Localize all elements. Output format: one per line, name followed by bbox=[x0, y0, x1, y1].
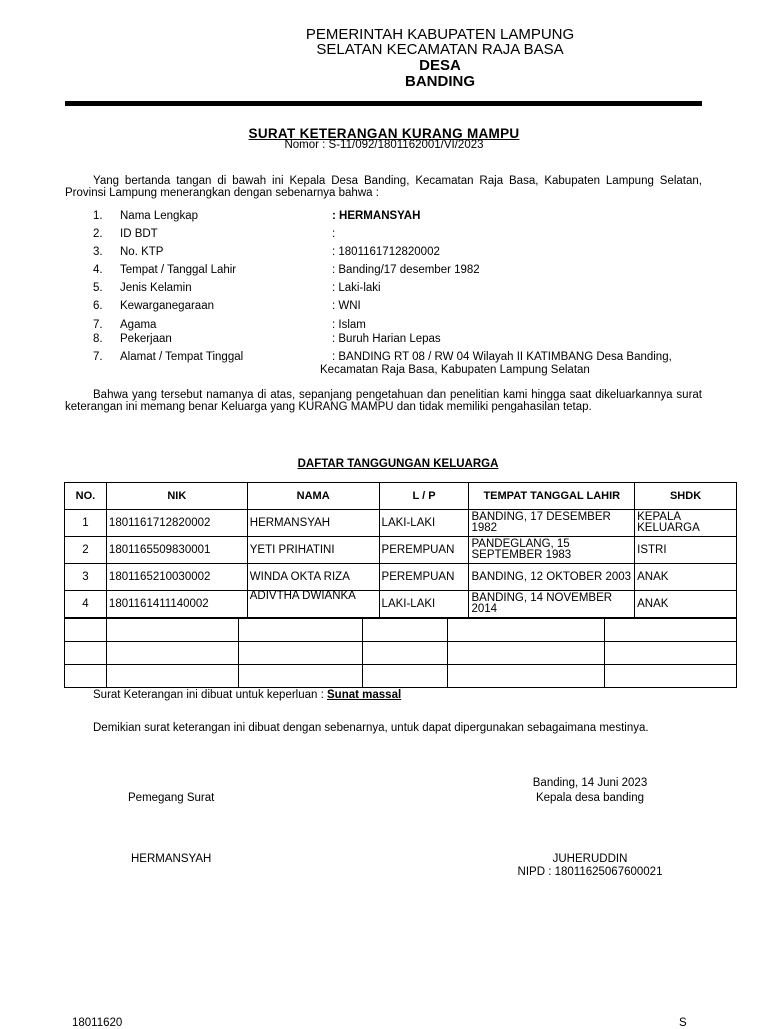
item-number: 4. bbox=[93, 264, 103, 276]
header-divider bbox=[65, 101, 702, 106]
cell-no: 3 bbox=[65, 564, 107, 591]
signature-right-role: Kepala desa banding bbox=[535, 792, 645, 804]
header-nik: NIK bbox=[106, 483, 247, 510]
item-number: 1. bbox=[93, 210, 103, 222]
header-no: NO. bbox=[65, 483, 107, 510]
address-continuation: Kecamatan Raja Basa, Kabupaten Lampung Selatan bbox=[320, 364, 590, 376]
cell-ttl: BANDING, 17 DESEMBER 1982 bbox=[469, 510, 635, 537]
cell-nama: HERMANSYAH bbox=[247, 510, 379, 537]
header-line-4: BANDING bbox=[405, 73, 475, 90]
intro-paragraph: Yang bertanda tangan di bawah ini Kepala Desa Banding, Kecamatan Raja Basa, Kabupaten Lampung Selatan, Provinsi Lampung menerangkan dengan sebenarnya bahwa : bbox=[65, 175, 702, 199]
item-label: Tempat / Tanggal Lahir bbox=[120, 264, 237, 276]
cell-nik: 1801161411140002 bbox=[106, 591, 247, 618]
cell-no: 2 bbox=[65, 537, 107, 564]
letter-title: SURAT KETERANGAN KURANG MAMPU bbox=[248, 126, 520, 141]
item-number: 7. bbox=[93, 351, 103, 363]
family-table-title: DAFTAR TANGGUNGAN KELUARGA bbox=[297, 458, 499, 470]
item-label: ID BDT bbox=[120, 228, 158, 240]
footer-left: 18011620 bbox=[72, 1017, 123, 1029]
item-value: : Islam bbox=[332, 319, 366, 331]
cell-no: 4 bbox=[65, 591, 107, 618]
table-row bbox=[65, 564, 737, 591]
table-row bbox=[65, 537, 737, 564]
item-number: 3. bbox=[93, 246, 103, 258]
signature-left-role: Pemegang Surat bbox=[128, 792, 215, 804]
empty-row bbox=[65, 619, 737, 642]
empty-row bbox=[65, 665, 737, 688]
signature-date: Banding, 14 Juni 2023 bbox=[532, 777, 648, 789]
cell-ttl: BANDING, 12 OKTOBER 2003 bbox=[469, 564, 635, 591]
item-value: : Laki-laki bbox=[332, 282, 381, 294]
header-line-2: SELATAN KECAMATAN RAJA BASA bbox=[316, 41, 564, 58]
item-value: : HERMANSYAH bbox=[332, 210, 421, 222]
item-number: 6. bbox=[93, 300, 103, 312]
statement-paragraph: Bahwa yang tersebut namanya di atas, sepanjang pengetahuan dan penelitian kami hingga saat dikeluarkannya surat keterangan ini memang benar Keluarga yang KURANG MAMPU dan tidak memiliki pengahasilan tetap. bbox=[65, 389, 702, 413]
cell-shdk: KEPALA KELUARGA bbox=[635, 510, 737, 537]
signature-left-name: HERMANSYAH bbox=[131, 853, 212, 865]
closing-paragraph: Demikian surat keterangan ini dibuat dengan sebenarnya, untuk dapat dipergunakan sebagaimana mestinya. bbox=[93, 722, 649, 734]
item-label: Alamat / Tempat Tinggal bbox=[120, 351, 244, 363]
item-value: : Banding/17 desember 1982 bbox=[332, 264, 480, 276]
cell-ttl: PANDEGLANG, 15 SEPTEMBER 1983 bbox=[469, 537, 635, 564]
cell-lp: PEREMPUAN bbox=[379, 537, 469, 564]
item-label: Agama bbox=[120, 319, 157, 331]
cell-lp: LAKI-LAKI bbox=[379, 591, 469, 618]
item-number: 5. bbox=[93, 282, 103, 294]
signature-right-name: JUHERUDDIN bbox=[552, 853, 628, 865]
item-label: No. KTP bbox=[120, 246, 164, 258]
cell-nik: 1801161712820002 bbox=[106, 510, 247, 537]
header-shdk: SHDK bbox=[635, 483, 737, 510]
purpose-line bbox=[93, 689, 401, 701]
cell-lp: PEREMPUAN bbox=[379, 564, 469, 591]
cell-no: 1 bbox=[65, 510, 107, 537]
letter-number: Nomor : S-11/092/1801162001/VI/2023 bbox=[284, 139, 484, 151]
item-label: Nama Lengkap bbox=[120, 210, 198, 222]
purpose-value: Sunat massal bbox=[327, 689, 402, 701]
item-number: 2. bbox=[93, 228, 103, 240]
cell-lp: LAKI-LAKI bbox=[379, 510, 469, 537]
cell-nik: 1801165509830001 bbox=[106, 537, 247, 564]
empty-rows-table bbox=[64, 618, 737, 688]
header-nama: NAMA bbox=[247, 483, 379, 510]
item-label: Jenis Kelamin bbox=[120, 282, 192, 294]
cell-ttl: BANDING, 14 NOVEMBER 2014 bbox=[469, 591, 635, 618]
cell-nama: YETI PRIHATINI bbox=[247, 537, 379, 564]
table-header-row bbox=[65, 483, 737, 510]
item-label: Kewarganegaraan bbox=[120, 300, 214, 312]
item-value: : bbox=[332, 228, 336, 240]
empty-row bbox=[65, 642, 737, 665]
purpose-text: Surat Keterangan ini dibuat untuk keperluan : bbox=[93, 689, 324, 701]
table-row bbox=[65, 510, 737, 537]
item-value: : Buruh Harian Lepas bbox=[332, 333, 441, 345]
item-label: Pekerjaan bbox=[120, 333, 172, 345]
footer-right: S bbox=[679, 1017, 687, 1029]
cell-shdk: ISTRI bbox=[635, 537, 737, 564]
header-line-1: PEMERINTAH KABUPATEN LAMPUNG bbox=[305, 26, 575, 43]
cell-nama: ADIVTHA DWIANKA bbox=[247, 591, 379, 618]
cell-shdk: ANAK bbox=[635, 591, 737, 618]
item-value: : BANDING RT 08 / RW 04 Wilayah II KATIMBANG Desa Banding, bbox=[332, 351, 672, 363]
cell-nama: WINDA OKTA RIZA bbox=[247, 564, 379, 591]
header-line-3: DESA bbox=[419, 57, 461, 74]
signature-right-nipd: NIPD : 18011625067600021 bbox=[517, 866, 663, 878]
cell-nik: 1801165210030002 bbox=[106, 564, 247, 591]
item-number: 7. bbox=[93, 319, 103, 331]
item-number: 8. bbox=[93, 333, 103, 345]
cell-shdk: ANAK bbox=[635, 564, 737, 591]
item-value: : 1801161712820002 bbox=[332, 246, 440, 258]
item-value: : WNI bbox=[332, 300, 361, 312]
table-row bbox=[65, 591, 737, 618]
family-table bbox=[64, 482, 737, 618]
header-lp: L / P bbox=[379, 483, 469, 510]
header-ttl: TEMPAT TANGGAL LAHIR bbox=[469, 483, 635, 510]
